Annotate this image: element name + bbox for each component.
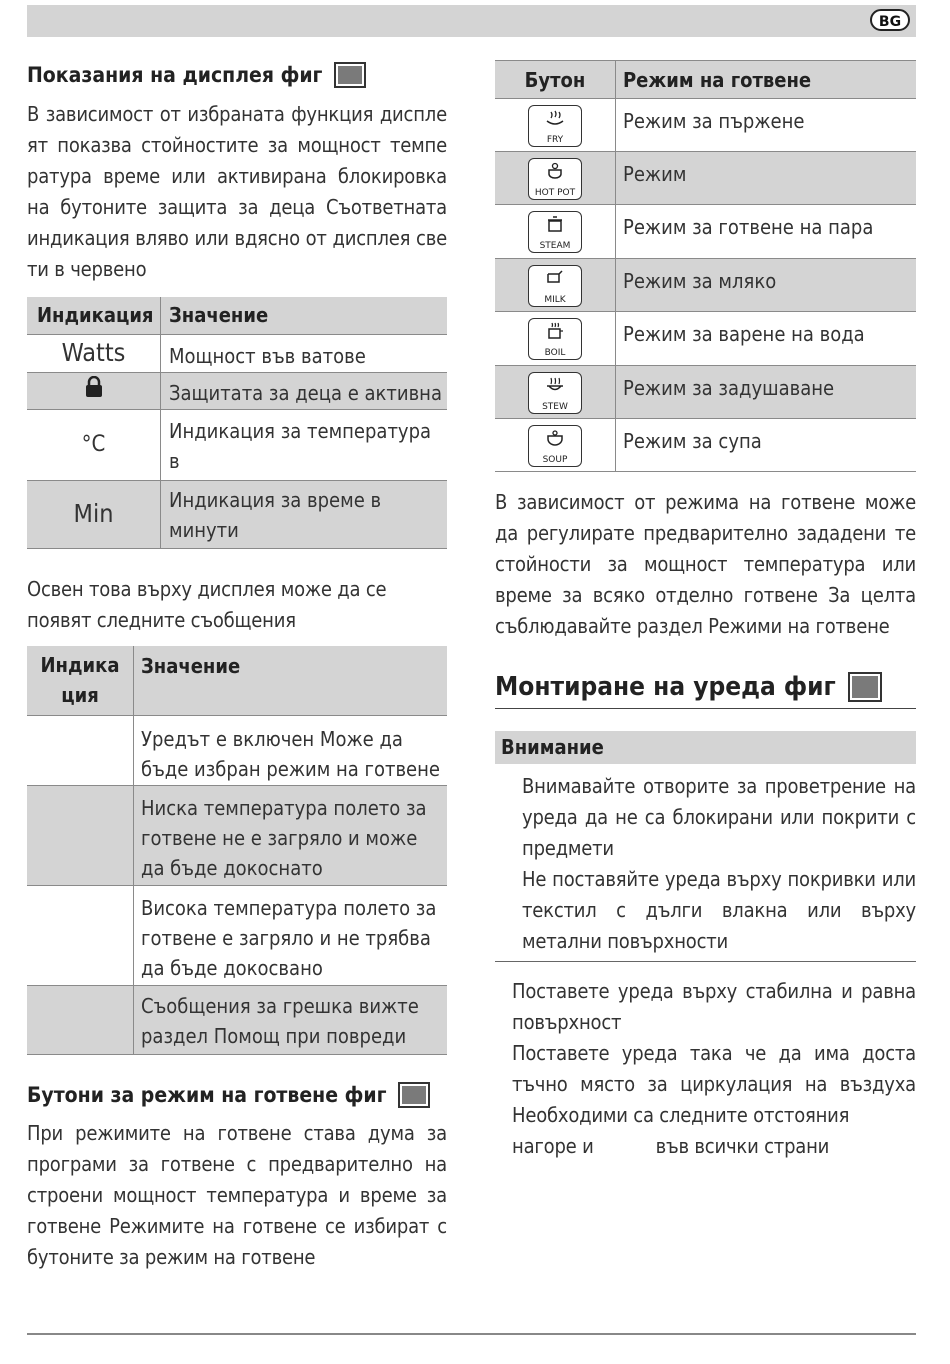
- indication-lock: [27, 372, 161, 409]
- warning-divider: [495, 961, 916, 962]
- col-header-button: Бутон: [495, 61, 616, 99]
- fry-button[interactable]: FRY: [528, 105, 582, 147]
- col-header-meaning: Значение: [161, 297, 448, 334]
- figure-marker: [398, 1082, 430, 1108]
- indication-watts: Watts: [27, 334, 161, 372]
- steam-button[interactable]: STEAM: [528, 211, 582, 253]
- boil-button[interactable]: BOIL: [528, 318, 582, 360]
- stew-button[interactable]: STEW: [528, 372, 582, 414]
- mode-boil-text: Режим за варене на вода: [616, 312, 917, 366]
- stew-icon: [545, 376, 565, 394]
- message-indicator: [27, 885, 134, 985]
- step-2: Поставете уреда така че да има доста тъчно място за циркулация на въздуха Необходими са следните отстояния: [512, 1041, 916, 1127]
- milk-button[interactable]: MILK: [528, 265, 582, 307]
- boil-icon: [545, 322, 565, 340]
- section-divider: [495, 708, 916, 709]
- meaning-celsius: Индикация за температура в: [161, 409, 448, 480]
- figure-marker: [334, 62, 366, 88]
- mounting-title: Монтиране на уреда фиг: [495, 672, 916, 702]
- cooking-modes-table: [495, 60, 916, 472]
- fry-icon: [545, 109, 565, 127]
- language-badge: BG: [870, 9, 910, 31]
- meaning-watts: Мощност във ватове: [161, 334, 448, 372]
- warning-item-2: Не поставяйте уреда върху покривки или текстил с дълги влакна или върху метални повърхности: [522, 867, 916, 953]
- message-indicator: [27, 985, 134, 1054]
- message-low-temp: Ниска температура полето за готвене не е загряло и може да бъде докоснато: [134, 785, 448, 885]
- mode-steam-text: Режим за готвене на пара: [616, 205, 917, 259]
- figure-marker: [848, 672, 882, 702]
- meaning-min: Индикация за време в минути: [161, 480, 448, 548]
- step-1: Поставете уреда върху стабилна и равна повърхност: [512, 979, 916, 1034]
- footer-line: [27, 1333, 916, 1335]
- mode-button-cell: [495, 419, 616, 472]
- also-text: Освен това върху дисплея може да се появят следните съобщения: [27, 577, 387, 632]
- steam-icon: [545, 215, 565, 233]
- warning-item-1: Внимавайте отворите за проветрение на уреда да не са блокирани или покрити с предмети: [522, 774, 916, 860]
- soup-button[interactable]: SOUP: [528, 425, 582, 467]
- modes-text: В зависимост от режима на готвене може да регулирате предварително зададени те стойности за мощност температура или време за всяко отделно готвене За целта съблюдавайте раздел Режими на готвене: [495, 490, 916, 638]
- mode-soup-text: Режим за супа: [616, 419, 917, 472]
- display-messages-table: [27, 646, 447, 1055]
- mode-button-cell: [495, 312, 616, 366]
- buttons-section-title: Бутони за режим на готвене фиг: [27, 1082, 447, 1108]
- col-header-indication: Индикация: [27, 297, 161, 334]
- soup-icon: [545, 429, 565, 447]
- messages-col-indication: Индика ция: [27, 646, 134, 715]
- display-intro-text: В зависимост от избраната функция диспле ят показва стойностите за мощност темпе ратура време или активирана блокировка на бутоните защита за деца Съответната индикация вляво или вдясно от дисплея све ти в червено: [27, 102, 447, 281]
- message-high-temp: Висока температура полето за готвене е загряло и не трябва да бъде докосвано: [134, 885, 448, 985]
- header-bar: [27, 5, 916, 37]
- mode-button-cell: [495, 259, 616, 312]
- message-indicator: [27, 785, 134, 885]
- mode-hot-pot-text: Режим: [616, 152, 917, 205]
- milk-icon: [545, 269, 565, 287]
- message-indicator: [27, 715, 134, 785]
- display-indication-table: [27, 297, 447, 549]
- indication-min: Min: [27, 480, 161, 548]
- col-header-mode: Режим на готвене: [616, 61, 917, 99]
- step-2-distances: нагоре и във всички страни: [512, 1134, 830, 1158]
- mode-button-cell: [495, 366, 616, 419]
- indication-celsius: °C: [27, 409, 161, 480]
- meaning-lock: Защитата за деца е активна: [161, 372, 448, 409]
- messages-col-meaning: Значение: [134, 646, 448, 715]
- mode-stew-text: Режим за задушаване: [616, 366, 917, 419]
- message-on: Уредът е включен Може да бъде избран режим на готвене: [134, 715, 448, 785]
- warning-label: Внимание: [495, 731, 916, 764]
- mode-button-cell: [495, 152, 616, 205]
- buttons-section-text: При режимите на готвене става дума за програми за готвене с предварително на строени мощност температура и време за готвене Режимите на готвене се избират с бутоните за режим на готвене: [27, 1121, 447, 1269]
- mode-milk-text: Режим за мляко: [616, 259, 917, 312]
- lock-icon: [85, 376, 103, 398]
- display-section-title: Показания на дисплея фиг: [27, 62, 447, 88]
- message-error: Съобщения за грешка вижте раздел Помощ при повреди: [134, 985, 448, 1054]
- mode-button-cell: [495, 99, 616, 152]
- hot-pot-button[interactable]: HOT POT: [528, 158, 582, 200]
- hot-pot-icon: [545, 162, 565, 180]
- mode-button-cell: [495, 205, 616, 259]
- mode-fry-text: Режим за пържене: [616, 99, 917, 152]
